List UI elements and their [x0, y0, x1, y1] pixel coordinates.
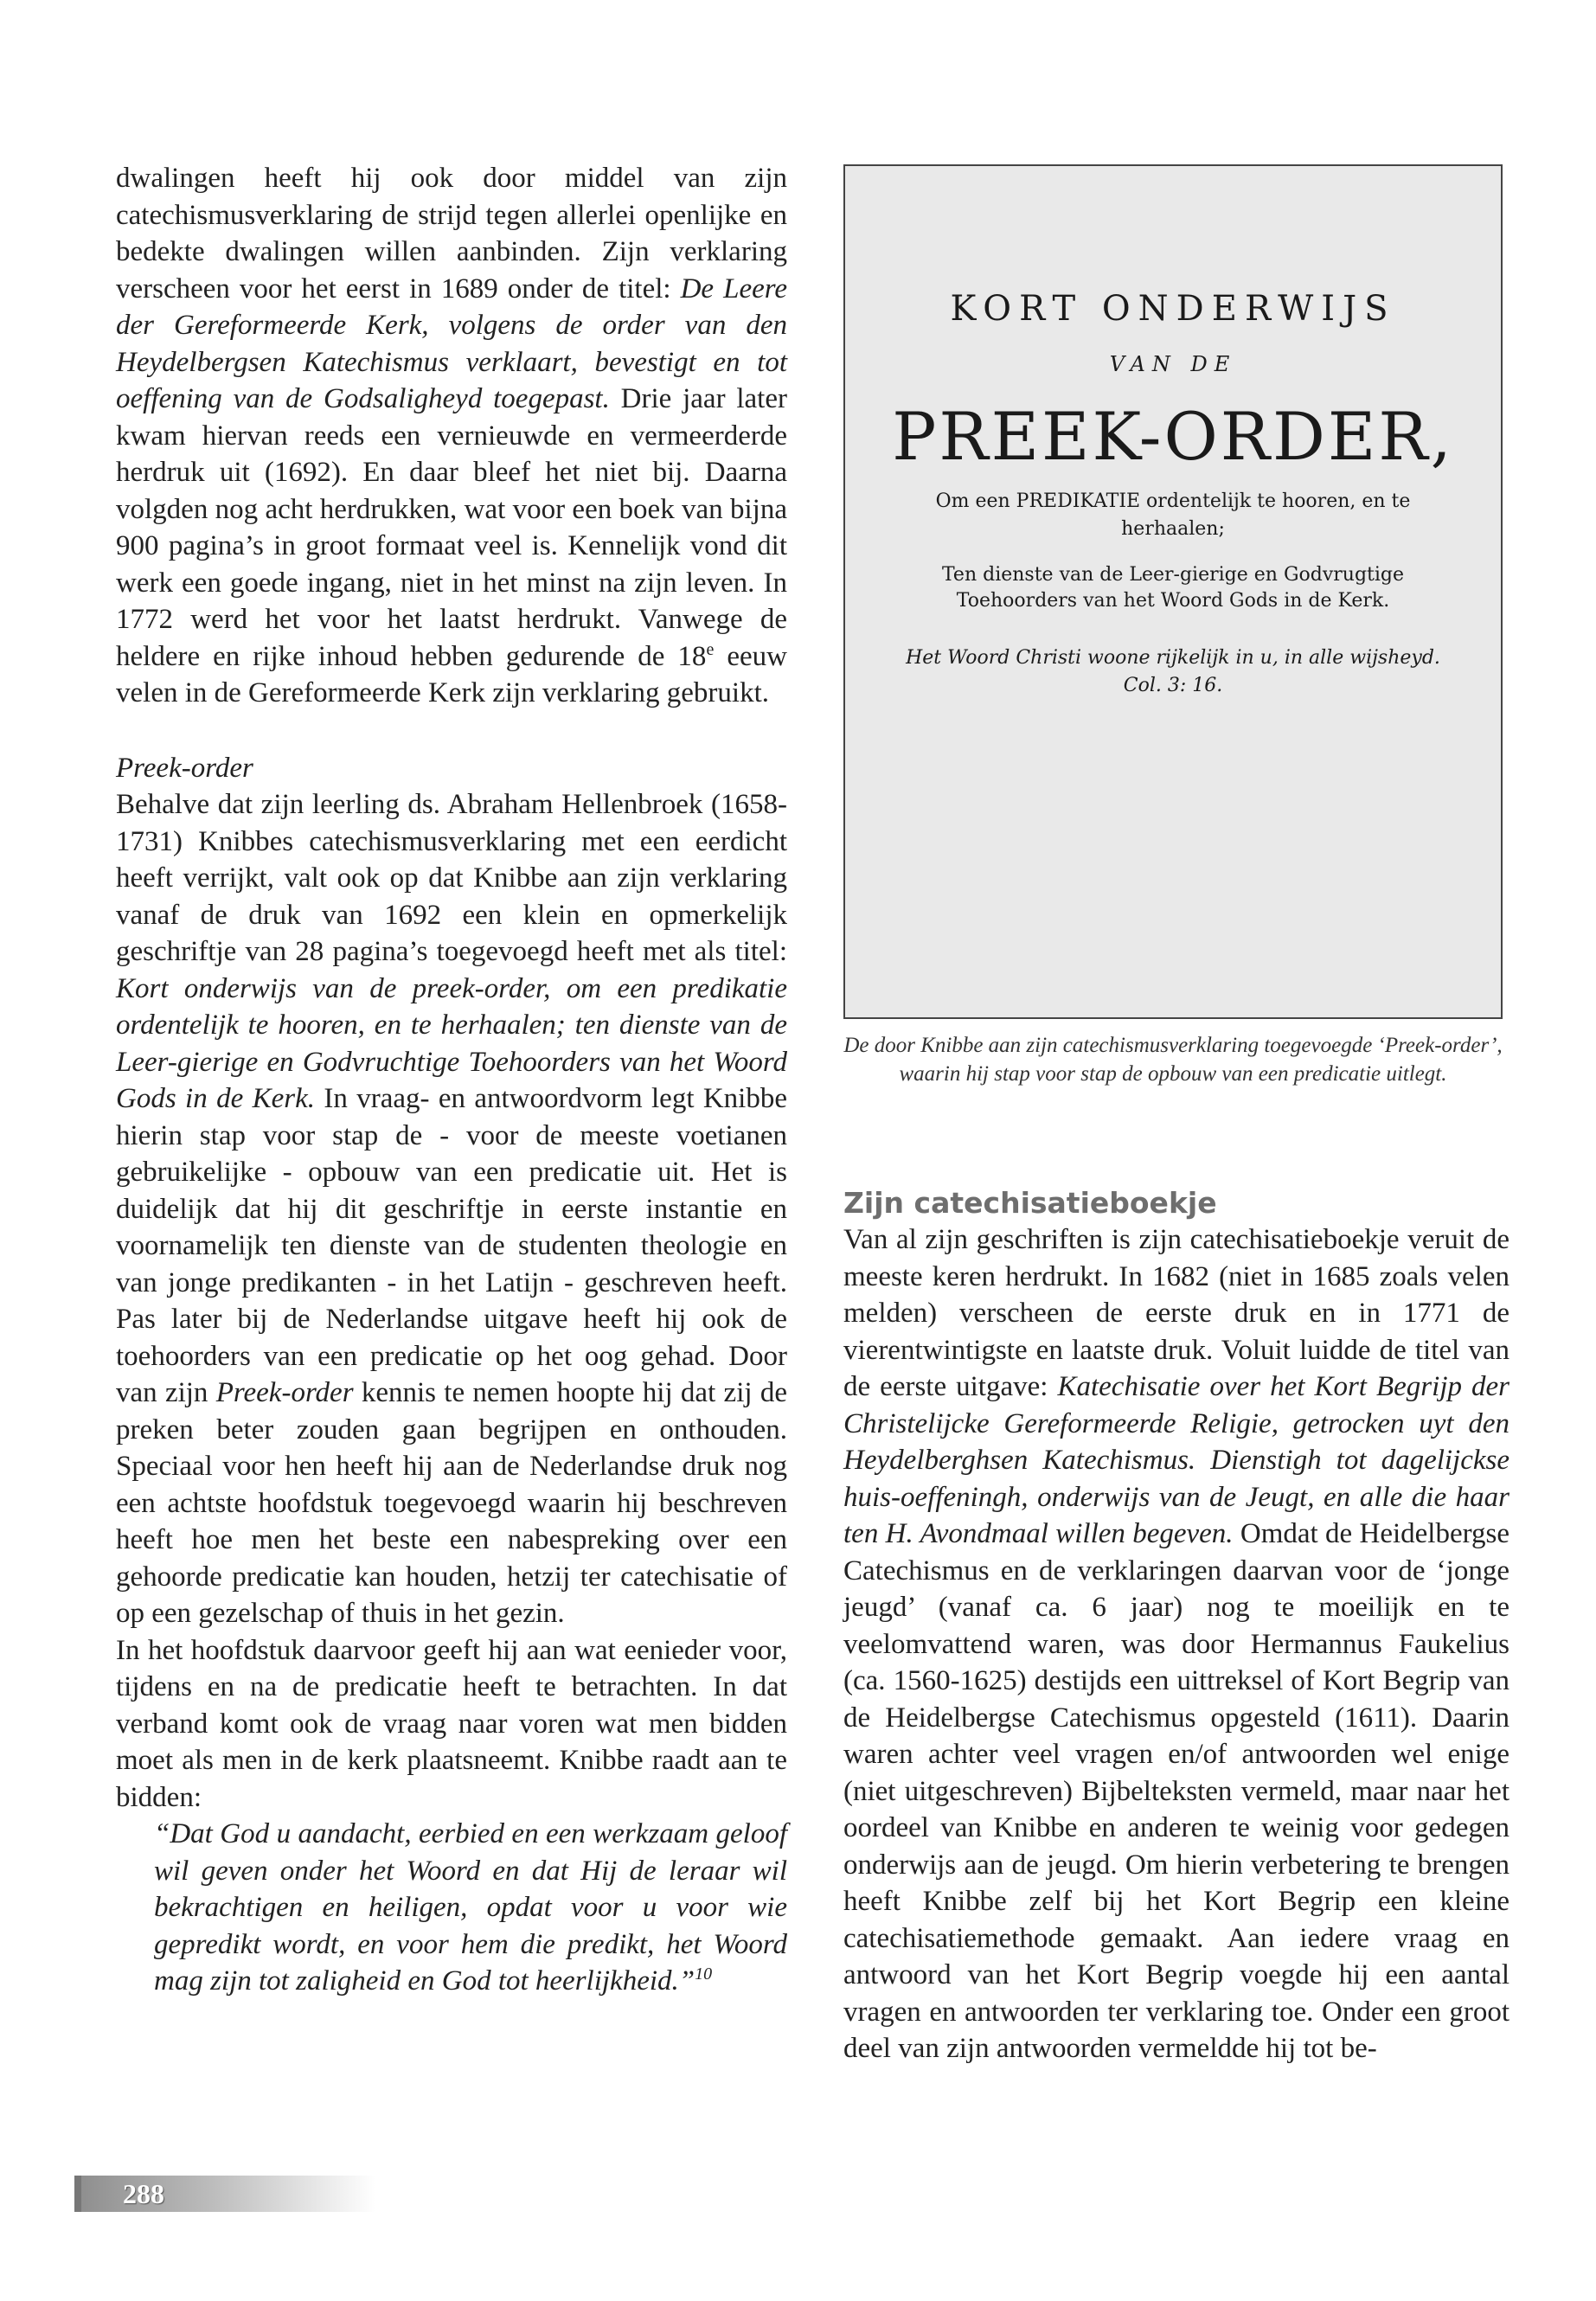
right-column [843, 1185, 1509, 2067]
page-number-tab [74, 2176, 375, 2212]
figure-line: Het Woord Christi woone rijkelijk in u, in alle wijsheyd. Col. 3: 16. [906, 647, 1440, 696]
section-heading: Zijn catechisatieboekje [843, 1186, 1217, 1220]
left-column [116, 160, 787, 2000]
footnote-ref: 10 [695, 1965, 713, 1984]
figure-line: Ten dienste van de Leer-gierige en Godvrugtige Toehoorders van het Woord Gods in de Kerk. [941, 564, 1405, 612]
block-quote [154, 1816, 787, 2000]
paragraph [116, 160, 787, 712]
title-page-figure [843, 164, 1503, 1019]
book-title: De Leere der Gereformeerde Kerk, volgens de order van den Heydelbergsen Katechismus verklaart, bevestigt en tot oeffening van de Godsaligheyd toegepast. [116, 272, 787, 414]
paragraph [843, 1221, 1509, 2067]
paragraph [116, 786, 787, 1632]
text: kennis te nemen hoopte hij dat zij de preken beter zouden gaan begrijpen en onthouden. Speciaal voor hen heeft hij aan de Nederlandse druk nog een achtste hoofdstuk toegevoegd waarin hij beschreven heeft hoe men het beste een nabespreking over een gehoorde predicatie kan houden, hetzij ter catechisatie of op een gezelschap of thuis in het gezin. [116, 1377, 787, 1629]
text: In vraag- en antwoordvorm legt Knibbe hierin stap voor stap de - voor de meeste voetianen gebruikelijke - opbouw van een predicatie uit. Het is duidelijk dat hij dit geschriftje in eerste instantie en voornamelijk ten dienste van de studenten theologie en van jonge predikanten - in het Latijn - geschreven heeft. Pas later bij de Nederlandse uitgave heeft hij ook de toehoorders van een predicatie op het oog gehad. Door van zijn [116, 1083, 787, 1408]
text: Behalve dat zijn leerling ds. Abraham Hellenbroek (1658-1731) Knibbes catechismusverklaring met een eerdicht heeft verrijkt, valt ook op dat Knibbe aan zijn verklaring vanaf de druk van 1692 een klein en opmerkelijk geschriftje van 28 pagina’s toegevoegd heeft met als titel: [116, 789, 787, 967]
book-title: Katechisatie over het Kort Begrijp der Christelijcke Gereformeerde Religie, getrocken uyt den Heydelberghsen Katechismus. Dienstigh tot dagelijckse huis-oeffeningh, onderwijs van de Jeugt, en alle die haar ten H. Avondmaal willen begeven. [843, 1371, 1509, 1549]
text: Van al zijn geschriften is zijn catechisatieboekje veruit de meeste keren herdrukt. In 1682 (niet in 1685 zoals velen melden) verscheen de eerste druk en in 1771 de vierentwintigste en laatste druk. Voluit luidde de titel van de eerste uitgave: [843, 1224, 1509, 1402]
quote-text: “Dat God u aandacht, eerbied en een werkzaam geloof wil geven onder het Woord en dat Hij de leraar wil bekrachtigen en heiligen, opdat voor u voor wie gepredikt wordt, en voor hem die predikt, het Woord mag zijn tot zaligheid en God tot heerlijkheid.” [154, 1818, 787, 1997]
subheading-preek-order: Preek-order [116, 752, 253, 784]
figure-line: KORT ONDERWIJS [950, 289, 1396, 329]
figure-caption: De door Knibbe aan zijn catechismusverklaring toegevoegde ‘Preek-order’, waarin hij stap voor stap de opbouw van een predicatie uitlegt. [843, 1034, 1503, 1086]
figure-line: Om een PREDIKATIE ordentelijk te hooren, en te herhaalen; [935, 490, 1411, 540]
text: eeuw velen in de Gereformeerde Kerk zijn verklaring gebruikt. [116, 640, 787, 708]
text: Drie jaar later kwam hiervan reeds een vernieuwde en vermeerderde herdruk uit (1692). En daar bleef het niet bij. Daarna volgden nog acht herdrukken, wat voor een boek van bijna 900 pagina’s in groot formaat veel is. Kennelijk vond dit werk een goede ingang, niet in het minst na zijn leven. In 1772 werd het voor het laatst herdrukt. Vanwege de heldere en rijke inhoud hebben gedurende de 18 [116, 383, 787, 672]
superscript: e [706, 639, 715, 659]
text: dwalingen heeft hij ook door middel van zijn catechismusverklaring de strijd tegen allerlei openlijke en bedekte dwalingen willen aanbinden. Zijn verklaring verscheen voor het eerst in 1689 onder de titel: [116, 163, 787, 304]
paragraph: In het hoofdstuk daarvoor geeft hij aan wat eenieder voor, tijdens en na de predicatie heeft te betrachten. In dat verband komt ook de vraag naar voren wat men bidden moet als men in de kerk plaatsneemt. Knibbe raadt aan te bidden: [116, 1634, 787, 1813]
page-number: 288 [123, 2178, 164, 2209]
book-title: Kort onderwijs van de preek-order, om een predikatie ordentelijk te hooren, en te herhaalen; ten dienste van de Leer-gierige en Godvruchtige Toehoorders van het Woord Gods in de Kerk. [116, 972, 787, 1114]
text: Omdat de Heidelbergse Catechismus en de verklaringen daarvan voor de ‘jonge jeugd’ (vanaf ca. 6 jaar) nog te moeilijk en te veelomvattend waren, was door Hermannus Faukelius (ca. 1560-1625) destijds een uittreksel of Kort Begrip van de Heidelbergse Catechismus opgesteld (1611). Daarin waren achter veel vragen en/of antwoorden wel enige (niet uitgeschreven) Bijbelteksten vermeld, maar naar het oordeel van Knibbe en anderen te weinig voor gedegen onderwijs aan de jeugd. Om hierin verbetering te brengen heeft Knibbe zelf bij het Kort Begrip een kleine catechisatiemethode gemaakt. Aan iedere vraag en antwoord van het Kort Begrip voegde hij een aantal vragen en antwoorden ter verklaring toe. Onder een groot deel van zijn antwoorden vermeldde hij tot be- [843, 1518, 1509, 2064]
figure-line: VAN DE [1109, 352, 1237, 376]
figure-title: PREEK-ORDER, [892, 398, 1454, 475]
book-title: Preek-order [215, 1377, 354, 1408]
